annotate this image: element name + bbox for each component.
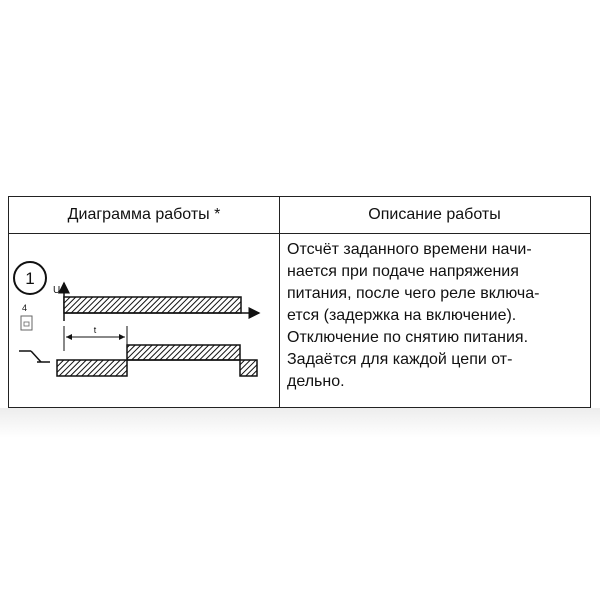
description-line: Отсчёт заданного времени начи- <box>287 241 532 258</box>
relay-output-low-before <box>57 360 127 376</box>
contact-number: 4 <box>22 303 28 313</box>
relay-output-low-after <box>240 360 257 376</box>
description-line: дельно. <box>287 373 345 390</box>
operation-description <box>287 239 587 393</box>
mode-number: 1 <box>25 269 35 288</box>
description-line: Задаётся для каждой цепи от- <box>287 351 513 368</box>
description-line: питания, после чего реле включа- <box>287 285 540 302</box>
description-line: Отключение по снятию питания. <box>287 329 529 346</box>
mode-number-badge <box>14 262 46 294</box>
voltage-label: U <box>53 285 61 296</box>
diagram-column-header: Диаграмма работы * <box>67 206 221 223</box>
column-divider <box>279 197 280 407</box>
relay-contact-symbol <box>19 351 50 362</box>
delay-time-label: t <box>93 325 97 335</box>
table-header-row <box>9 197 590 234</box>
description-line: нается при подаче напряжения <box>287 263 519 280</box>
supply-voltage-bar <box>64 297 241 313</box>
relay-output-high <box>127 345 240 360</box>
description-line: ется (задержка на включение). <box>287 307 517 324</box>
timing-diagram-svg <box>9 233 279 408</box>
description-column-header: Описание работы <box>368 206 501 223</box>
relay-mode-table <box>8 196 591 408</box>
background-shadow <box>0 408 600 438</box>
timing-diagram <box>9 233 279 408</box>
